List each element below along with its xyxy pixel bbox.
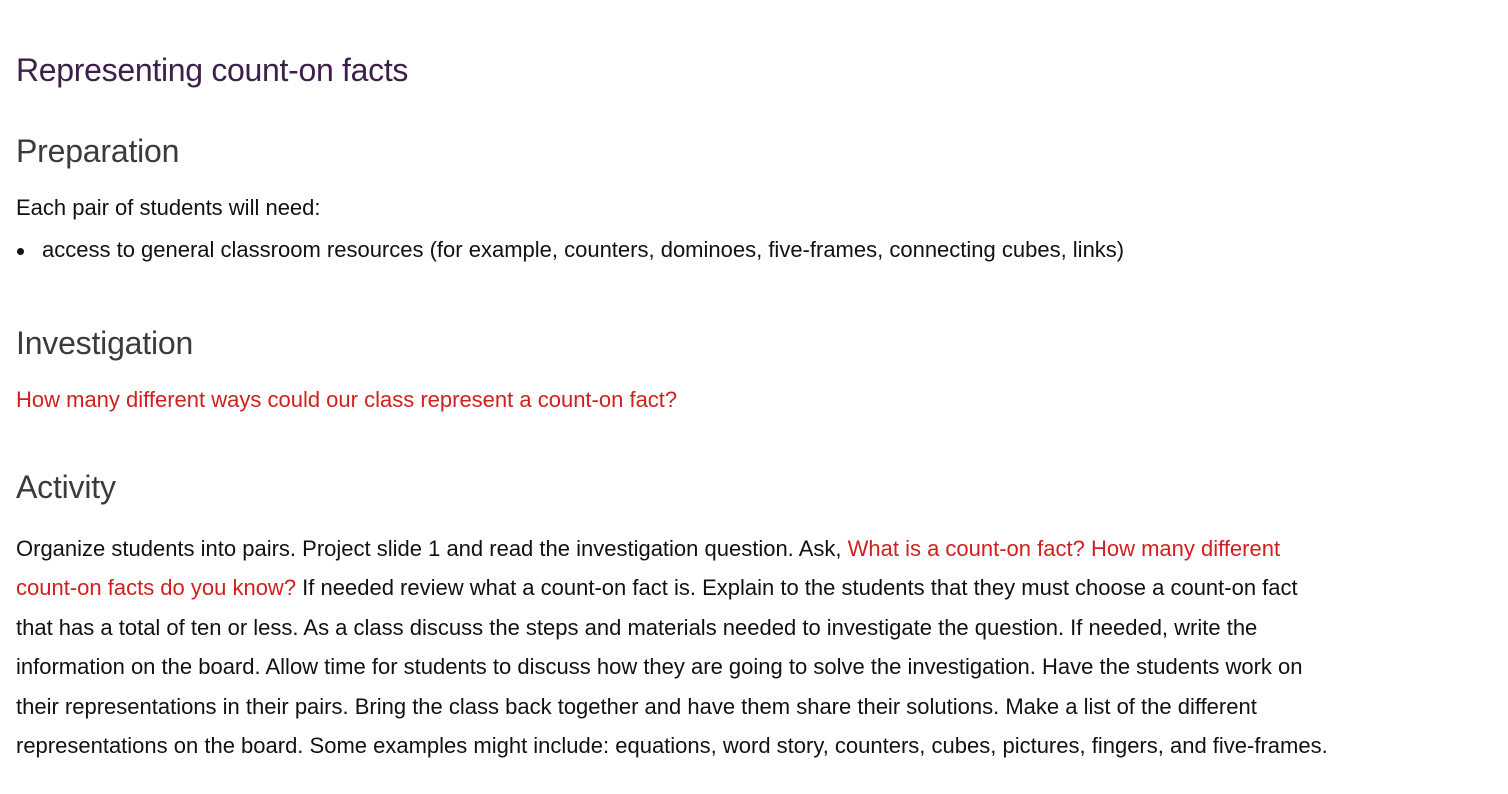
activity-text: Organize students into pairs. Project slide 1 and read the investigation question. Ask,	[16, 536, 848, 561]
activity-prompt-continued: count-on facts do you know?	[16, 575, 297, 601]
activity-text: If needed review what a count-on fact is. Explain to the students that they must choose a count-on fact	[296, 575, 1298, 601]
preparation-heading: Preparation	[16, 133, 180, 169]
list-item	[16, 237, 1124, 263]
activity-prompt: What is a count-on fact? How many different	[847, 536, 1281, 561]
activity-line-5: their representations in their pairs. Bring the class back together and have them share their solutions. Make a list of the different	[16, 693, 1257, 719]
investigation-question: How many different ways could our class represent a count-on fact?	[16, 387, 678, 412]
preparation-intro: Each pair of students will need:	[16, 195, 321, 220]
activity-line-4: information on the board. Allow time for students to discuss how they are going to solve the investigation. Have the students work on	[16, 654, 1303, 680]
materials-item-text: access to general classroom resources (for example, counters, dominoes, five-frames, connecting cubes, links)	[42, 237, 1125, 262]
activity-heading: Activity	[16, 469, 116, 505]
activity-line-6: representations on the board. Some examples might include: equations, word story, counters, cubes, pictures, fingers, and five-frames.	[16, 733, 1328, 759]
activity-line-1	[16, 529, 1492, 568]
page-title: Representing count-on facts	[16, 52, 409, 88]
bullet-icon	[17, 248, 24, 255]
activity-paragraph	[16, 529, 1492, 765]
activity-line-3: that has a total of ten or less. As a class discuss the steps and materials needed to investigate the question. If needed, write the	[16, 614, 1258, 640]
activity-line-2	[16, 568, 1492, 607]
investigation-heading: Investigation	[16, 325, 194, 361]
materials-list	[16, 237, 1124, 263]
